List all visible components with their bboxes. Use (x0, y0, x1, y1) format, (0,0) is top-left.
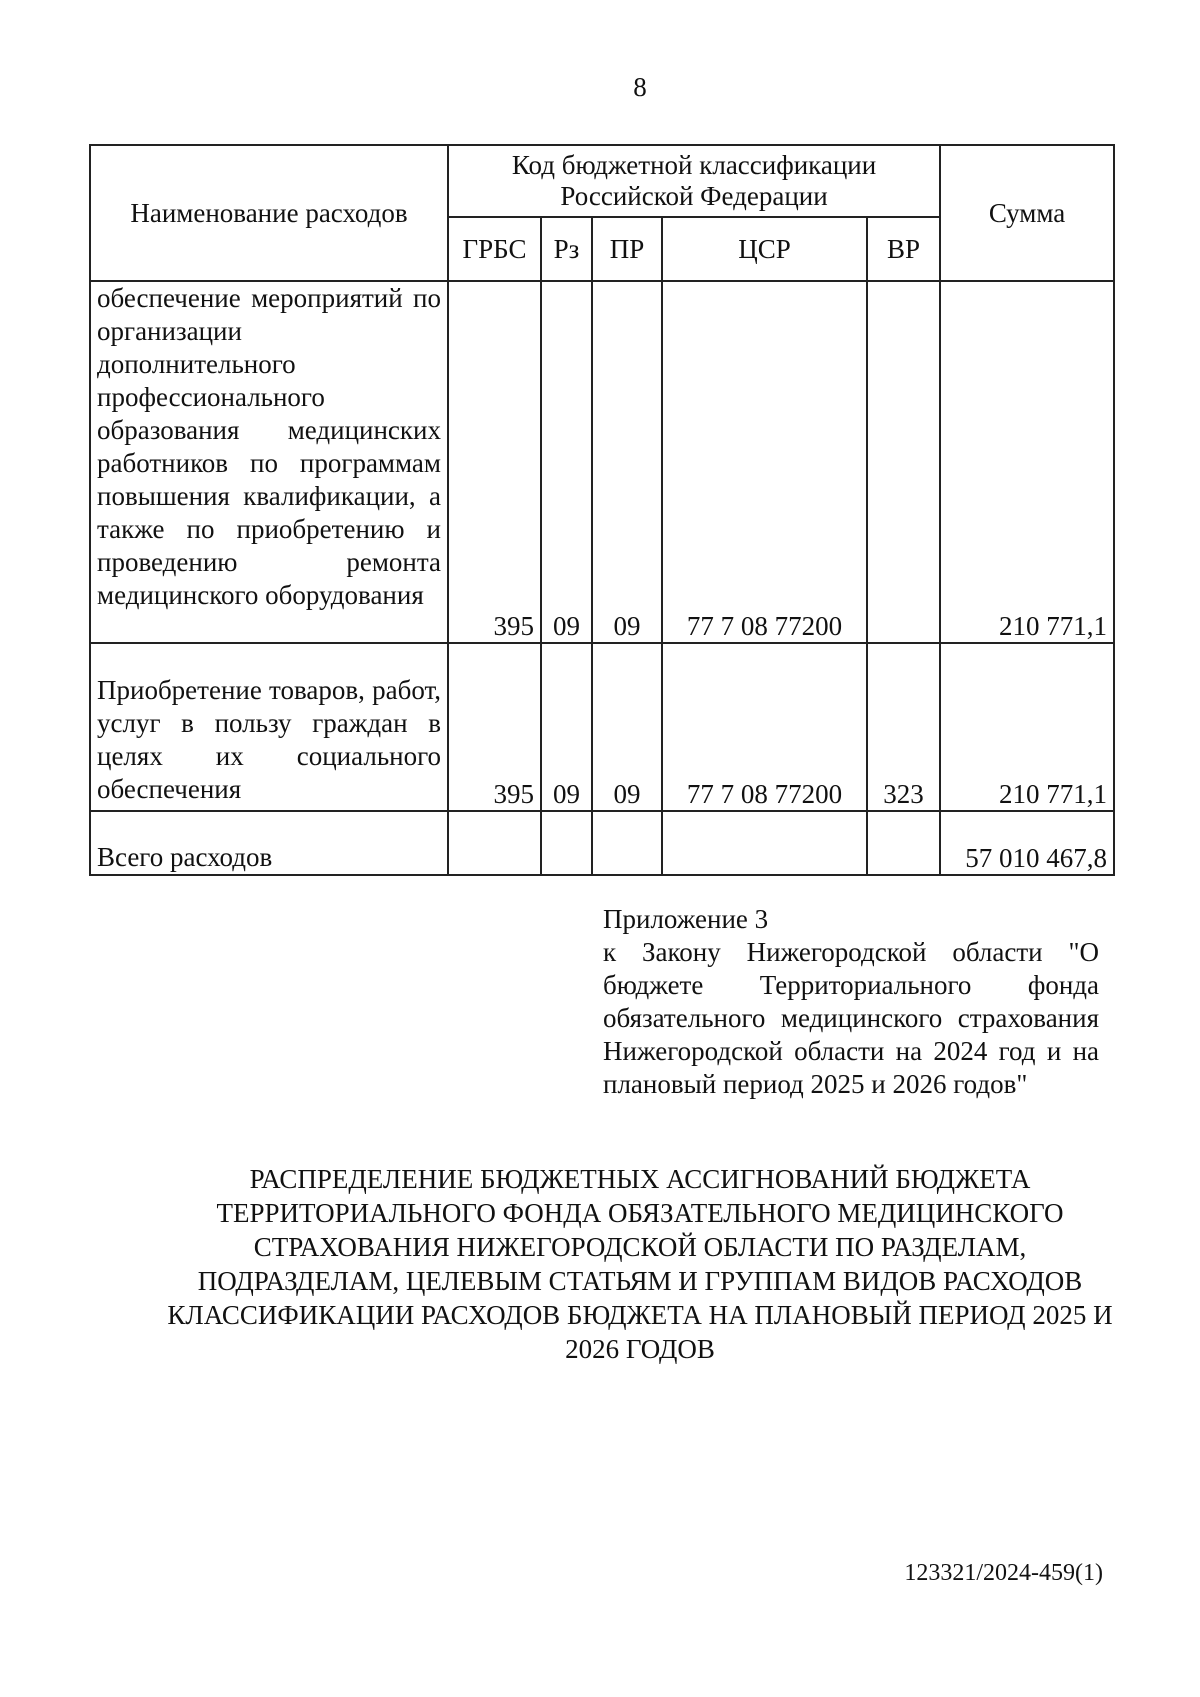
row-name: Приобретение товаров, работ, услуг в пользу граждан в целях их социального обеспечения (90, 643, 448, 811)
appendix-block (603, 903, 1099, 1101)
total-rz (541, 811, 592, 875)
budget-table (89, 144, 1115, 876)
row-pr: 09 (592, 643, 662, 811)
header-code-group: Код бюджетной классификации Российской Федерации (448, 145, 940, 217)
row-csr: 77 7 08 77200 (662, 643, 867, 811)
table-row (90, 281, 1114, 643)
row-sum: 210 771,1 (940, 281, 1114, 643)
total-sum: 57 010 467,8 (940, 811, 1114, 875)
row-name: обеспечение мероприятий по организации дополнительного профессионального образования медицинских работников по программам повышения квалификации, а также по приобретению и проведению ремонта медицинского оборудования (90, 281, 448, 643)
appendix-text: к Закону Нижегородской области "О бюджете Территориального фонда обязательного медицинского страхования Нижегородской области на 2024 год и на плановый период 2025 и 2026 годов" (603, 937, 1099, 1099)
table-row (90, 643, 1114, 811)
total-row (90, 811, 1114, 875)
row-vr (867, 281, 940, 643)
header-rz: Рз (541, 217, 592, 281)
header-sum: Сумма (940, 145, 1114, 281)
row-csr: 77 7 08 77200 (662, 281, 867, 643)
header-name: Наименование расходов (90, 145, 448, 281)
section-heading: РАСПРЕДЕЛЕНИЕ БЮДЖЕТНЫХ АССИГНОВАНИЙ БЮДЖЕТА ТЕРРИТОРИАЛЬНОГО ФОНДА ОБЯЗАТЕЛЬНОГО МЕДИЦИНСКОГО СТРАХОВАНИЯ НИЖЕГОРОДСКОЙ ОБЛАСТИ ПО РАЗДЕЛАМ, ПОДРАЗДЕЛАМ, ЦЕЛЕВЫМ СТАТЬЯМ И ГРУППАМ ВИДОВ РАСХОДОВ КЛАССИФИКАЦИИ РАСХОДОВ БЮДЖЕТА НА ПЛАНОВЫЙ ПЕРИОД 2025 И 2026 ГОДОВ (167, 1164, 1113, 1364)
row-rz: 09 (541, 281, 592, 643)
total-csr (662, 811, 867, 875)
header-csr: ЦСР (662, 217, 867, 281)
total-grbs (448, 811, 541, 875)
row-grbs: 395 (448, 281, 541, 643)
page-number: 8 (633, 72, 647, 102)
total-pr (592, 811, 662, 875)
header-grbs: ГРБС (448, 217, 541, 281)
header-vr: ВР (867, 217, 940, 281)
row-pr: 09 (592, 281, 662, 643)
header-pr: ПР (592, 217, 662, 281)
total-vr (867, 811, 940, 875)
document-id: 123321/2024-459(1) (904, 1560, 1103, 1586)
row-vr: 323 (867, 643, 940, 811)
total-label: Всего расходов (90, 811, 448, 875)
appendix-title: Приложение 3 (603, 904, 769, 934)
row-grbs: 395 (448, 643, 541, 811)
row-sum: 210 771,1 (940, 643, 1114, 811)
row-rz: 09 (541, 643, 592, 811)
